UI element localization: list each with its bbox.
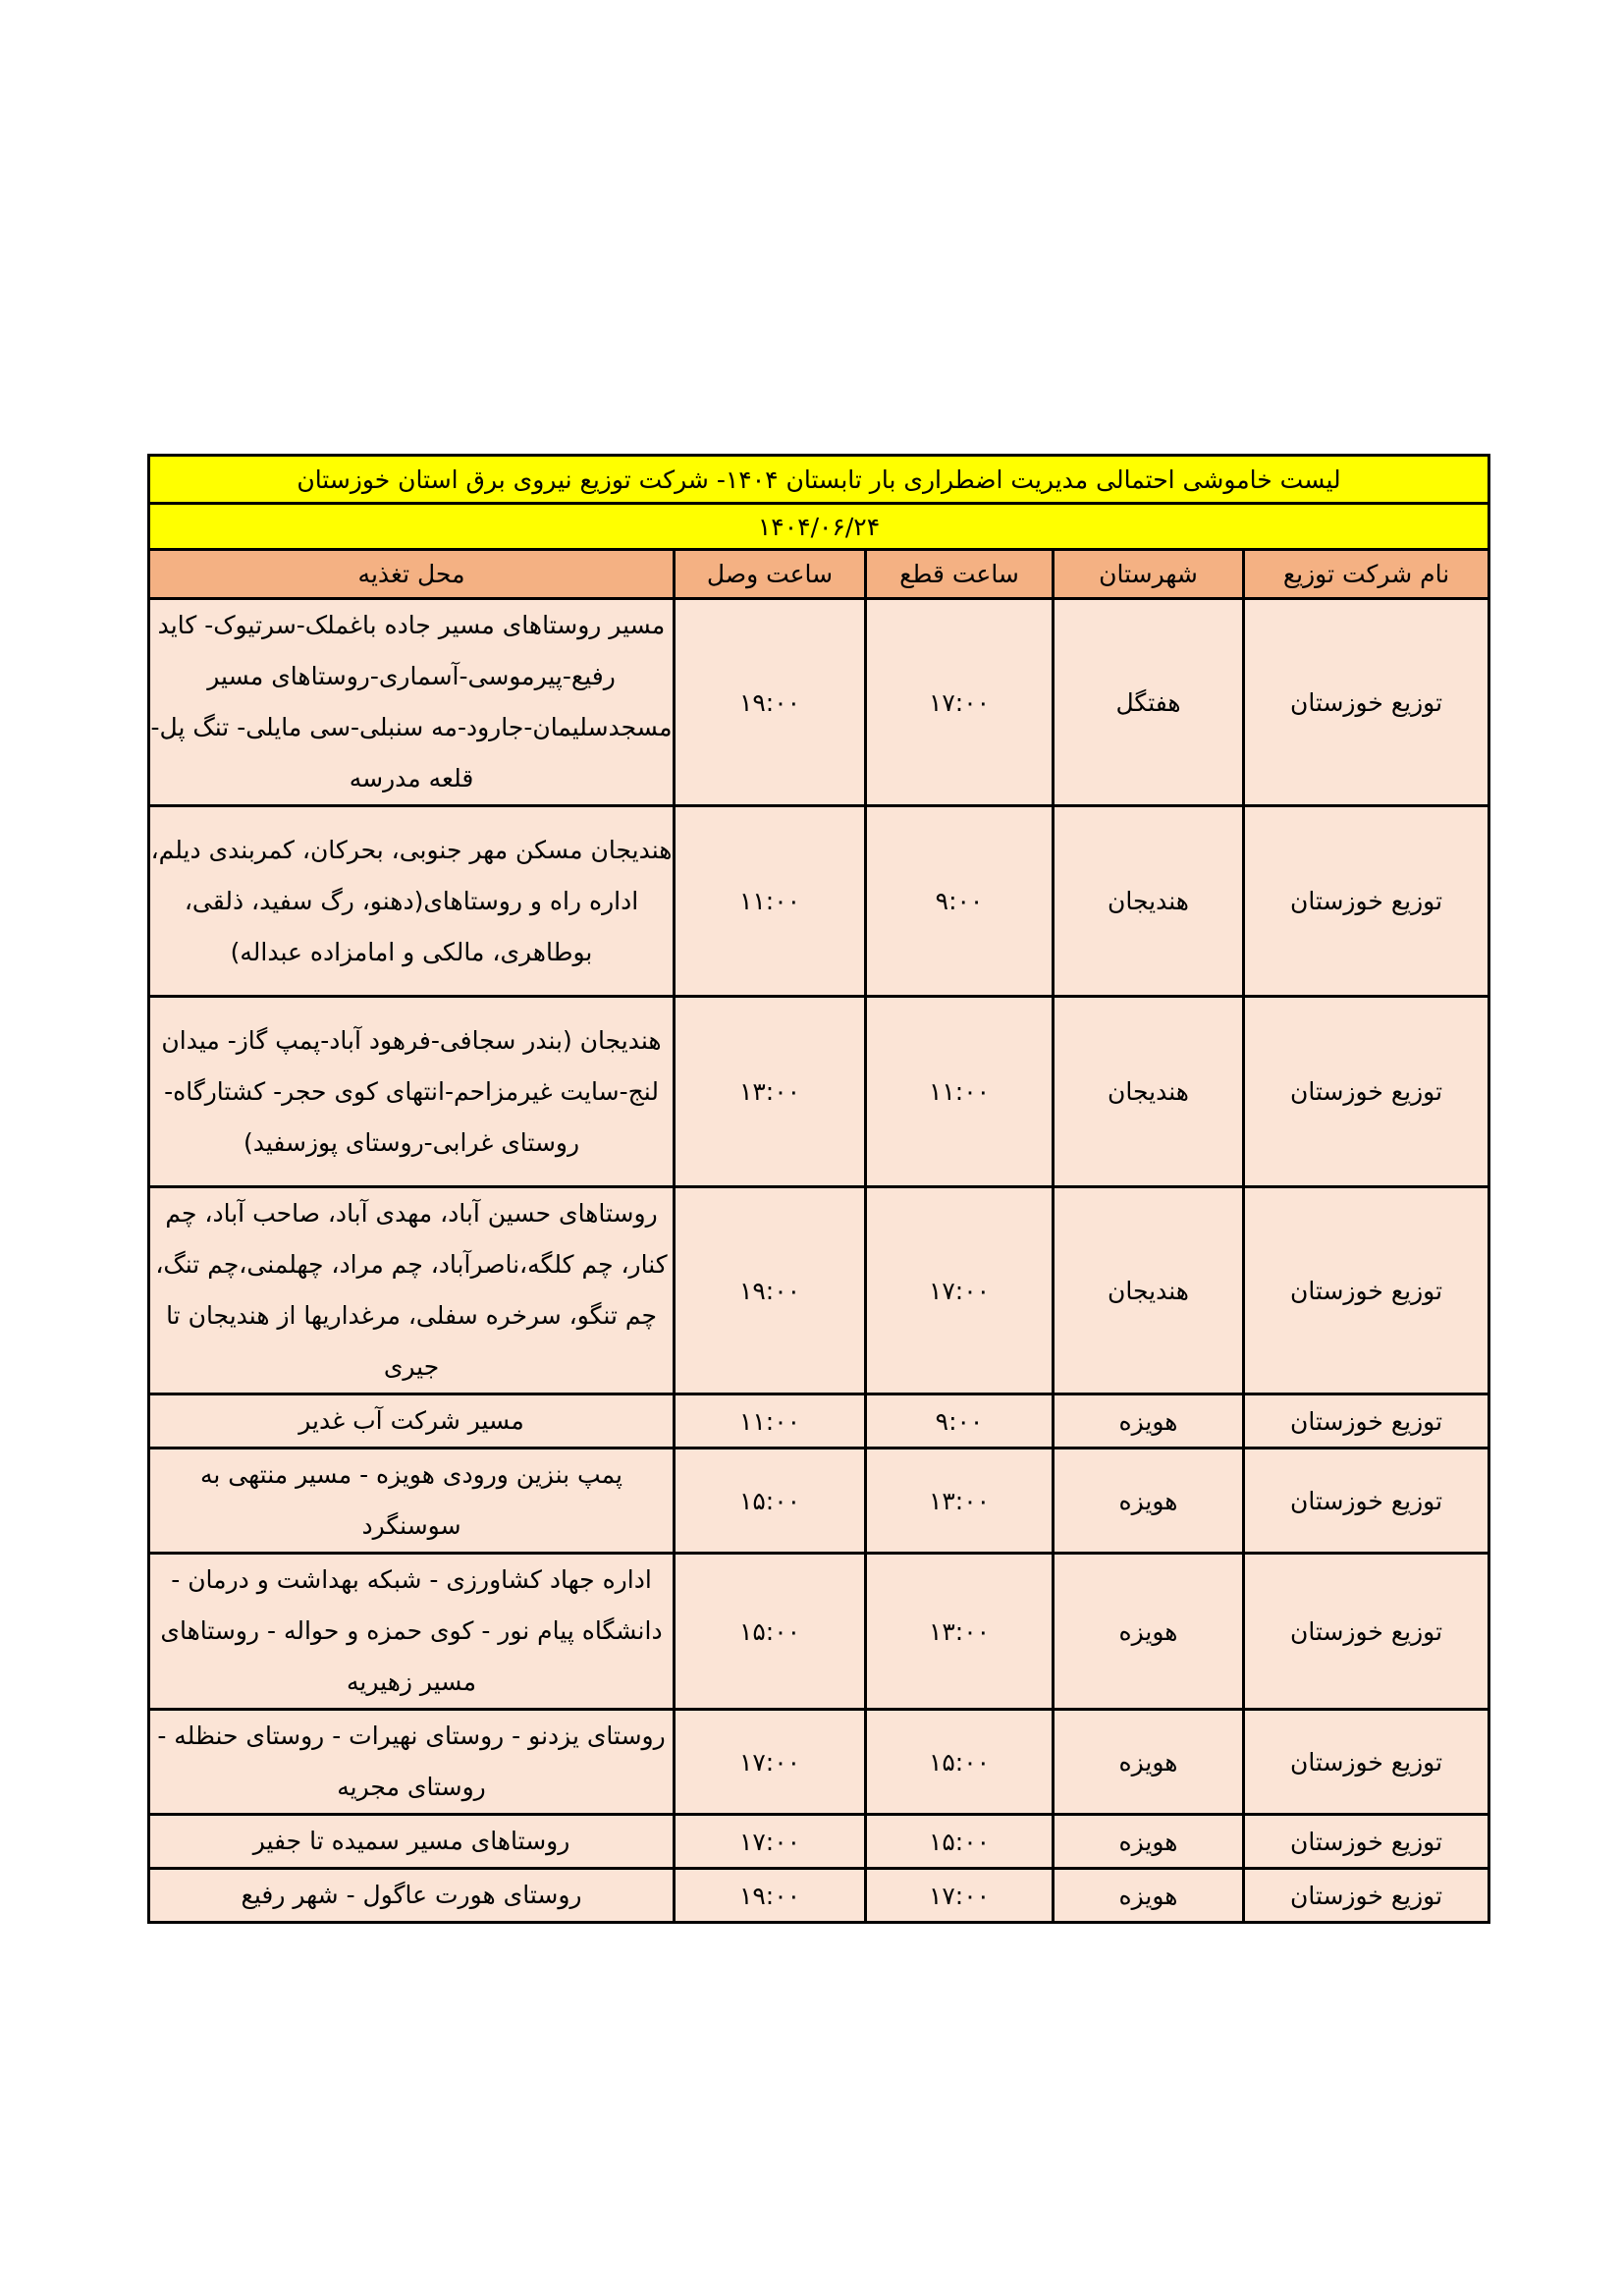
cell-company: توزیع خوزستان [1244,1710,1489,1815]
cell-connect-time: ۱۱:۰۰ [675,806,866,997]
table-title: لیست خاموشی احتمالی مدیریت اضطراری بار تابستان ۱۴۰۴- شرکت توزیع نیروی برق استان خوزستان [149,456,1489,504]
table-row [149,1710,1489,1815]
cell-company: توزیع خوزستان [1244,1815,1489,1869]
cell-area: روستاهای حسین آباد، مهدی آباد، صاحب آباد، چم کنار، چم کلگه،ناصرآباد، چم مراد، چهلمنی،چم تنگ، چم تنگو، سرخره سفلی، مرغداریها از هندیجان تا جیری [149,1187,675,1394]
table-row [149,1869,1489,1923]
cell-company: توزیع خوزستان [1244,806,1489,997]
table-row [149,997,1489,1187]
table-row [149,1815,1489,1869]
cell-connect-time: ۱۷:۰۰ [675,1710,866,1815]
cell-company: توزیع خوزستان [1244,1187,1489,1394]
cell-cut-time: ۱۵:۰۰ [866,1815,1054,1869]
cell-cut-time: ۱۷:۰۰ [866,599,1054,806]
cell-area: مسیر شرکت آب غدیر [149,1394,675,1449]
cell-connect-time: ۱۹:۰۰ [675,599,866,806]
cell-cut-time: ۹:۰۰ [866,1394,1054,1449]
table-row [149,1187,1489,1394]
cell-city: هندیجان [1054,806,1244,997]
table-row [149,806,1489,997]
cell-company: توزیع خوزستان [1244,1394,1489,1449]
cell-company: توزیع خوزستان [1244,1554,1489,1710]
cell-city: هویزه [1054,1710,1244,1815]
date-row [149,504,1489,550]
table-row [149,599,1489,806]
table-date: ۱۴۰۴/۰۶/۲۴ [149,504,1489,550]
cell-city: هویزه [1054,1394,1244,1449]
cell-company: توزیع خوزستان [1244,997,1489,1187]
cell-area: هندیجان (بندر سجافی-فرهود آباد-پمپ گاز- میدان لنج-سایت غیرمزاحم-انتهای کوی حجر- کشتارگاه-روستای غرابی-روستای پوزسفید) [149,997,675,1187]
table-row [149,1394,1489,1449]
cell-company: توزیع خوزستان [1244,599,1489,806]
cell-city: هندیجان [1054,997,1244,1187]
cell-connect-time: ۱۱:۰۰ [675,1394,866,1449]
cell-connect-time: ۱۳:۰۰ [675,997,866,1187]
outage-schedule-table [147,454,1490,1924]
table-row [149,1554,1489,1710]
cell-connect-time: ۱۵:۰۰ [675,1449,866,1554]
cell-area: روستاهای مسیر سمیده تا جفیر [149,1815,675,1869]
cell-city: هویزه [1054,1554,1244,1710]
cell-area: مسیر روستاهای مسیر جاده باغملک-سرتیوک- کاید رفیع-پیرموسی-آسماری-روستاهای مسیر مسجدسلیمان-جارود-مه سنبلی-سی مایلی- تنگ پل-قلعه مدرسه [149,599,675,806]
header-company: نام شرکت توزیع [1244,550,1489,599]
cell-company: توزیع خوزستان [1244,1449,1489,1554]
cell-city: هویزه [1054,1815,1244,1869]
cell-city: هویزه [1054,1449,1244,1554]
table-row [149,1449,1489,1554]
header-area: محل تغذیه [149,550,675,599]
cell-city: هندیجان [1054,1187,1244,1394]
cell-cut-time: ۱۳:۰۰ [866,1554,1054,1710]
header-row [149,550,1489,599]
cell-area: روستای هورت عاگول - شهر رفیع [149,1869,675,1923]
cell-connect-time: ۱۹:۰۰ [675,1187,866,1394]
title-row [149,456,1489,504]
cell-cut-time: ۹:۰۰ [866,806,1054,997]
cell-area: هندیجان مسکن مهر جنوبی، بحرکان، کمربندی دیلم، اداره راه و روستاهای(دهنو، رگ سفید، ذلقی، بوطاهری، مالکی و امامزاده عبداله) [149,806,675,997]
cell-cut-time: ۱۳:۰۰ [866,1449,1054,1554]
cell-area: روستای یزدنو - روستای نهیرات - روستای حنظله - روستای مجریه [149,1710,675,1815]
cell-area: پمپ بنزین ورودی هویزه - مسیر منتهی به سوسنگرد [149,1449,675,1554]
cell-city: هفتگل [1054,599,1244,806]
cell-cut-time: ۱۷:۰۰ [866,1187,1054,1394]
cell-cut-time: ۱۷:۰۰ [866,1869,1054,1923]
cell-connect-time: ۱۹:۰۰ [675,1869,866,1923]
header-connect-time: ساعت وصل [675,550,866,599]
cell-area: اداره جهاد کشاورزی - شبکه بهداشت و درمان - دانشگاه پیام نور - کوی حمزه و حواله - روستاهای مسیر زهیریه [149,1554,675,1710]
header-cut-time: ساعت قطع [866,550,1054,599]
cell-city: هویزه [1054,1869,1244,1923]
cell-cut-time: ۱۱:۰۰ [866,997,1054,1187]
header-city: شهرستان [1054,550,1244,599]
cell-connect-time: ۱۷:۰۰ [675,1815,866,1869]
cell-cut-time: ۱۵:۰۰ [866,1710,1054,1815]
cell-company: توزیع خوزستان [1244,1869,1489,1923]
cell-connect-time: ۱۵:۰۰ [675,1554,866,1710]
